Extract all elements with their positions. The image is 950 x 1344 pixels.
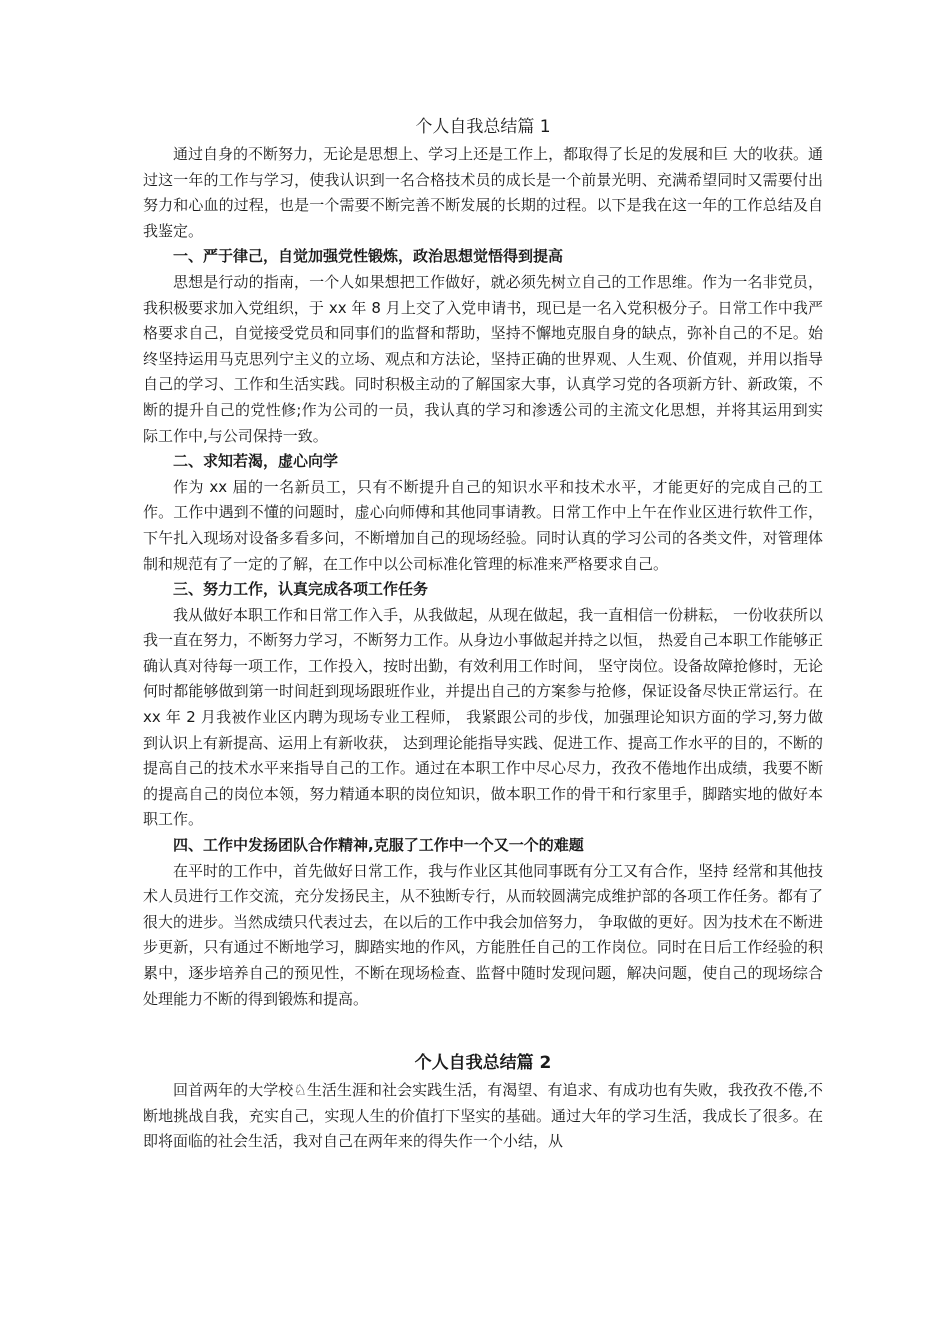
section2-intro: 回首两年的大学校♘生活生涯和社会实践生活，有渴望、有追求、有成功也有失败，我孜孜不倦,不断地挑战自我，充实自己，实现人生的价值打下坚实的基础。通过大年的学习生活，我成长了很多。在即将面临的社会生活，我对自己在两年来的得失作一个小结，从 xyxy=(143,1081,823,1151)
section1-intro: 通过自身的不断努力，无论是思想上、学习上还是工作上，都取得了长足的发展和巨 大的收获。通过这一年的工作与学习，使我认识到一名合格技术员的成长是一个前景光明、充满希望同时又需要付出努力和心血的过程，也是一个需要不断完善不断发展的长期的过程。以下是我在这一年的工作总结及自我鉴定。 xyxy=(143,145,823,240)
document-page xyxy=(143,112,823,1155)
section2-title: 个人自我总结篇 2 xyxy=(414,1053,552,1074)
section1-heading2: 二、求知若渴，虚心向学 xyxy=(173,452,339,471)
section1-para1: 思想是行动的指南，一个人如果想把工作做好，就必须先树立自己的工作思维。作为一名非党员，我积极要求加入党组织，于 xx 年 8 月上交了入党申请书，现已是一名入党积极分子。日常工作中我严格要求自己，自觉接受党员和同事们的监督和帮助，坚持不懈地克服自身的缺点，弥补自己的不足。始终坚持运用马克思列宁主义的立场、观点和方法论，坚持正确的世界观、人生观、价值观，并用以指导自己的学习、工作和生活实践。同时积极主动的了解国家大事，认真学习党的各项新方针、新政策，不断的提升自己的党性修;作为公司的一员，我认真的学习和渗透公司的主流文化思想，并将其运用到实际工作中,与公司保持一致。 xyxy=(143,272,823,445)
section1-para3: 我从做好本职工作和日常工作入手，从我做起，从现在做起，我一直相信一份耕耘， 一份收获所以我一直在努力，不断努力学习，不断努力工作。从身边小事做起并持之以恒， 热爱自己本职工作能够正确认真对待每一项工作，工作投入，按时出勤，有效利用工作时间， 坚守岗位。设备故障抢修时，无论何时都能够做到第一时间赶到现场跟班作业，并提出自己的方案参与抢修，保证设备尽快正常运行。在 xx 年 2 月我被作业区内聘为现场专业工程师， 我紧跟公司的步伐，加强理论知识方面的学习,努力做到认识上有新提高、运用上有新收获， 达到理论能指导实践、促进工作、提高工作水平的目的，不断的提高自己的技术水平来指导自己的工作。通过在本职工作中尽心尽力，孜孜不倦地作出成绩，我要不断的提高自己的岗位本领，努力精通本职的岗位知识，做本职工作的骨干和行家里手，脚踏实地的做好本职工作。 xyxy=(143,605,823,829)
section1-title: 个人自我总结篇 1 xyxy=(415,117,551,137)
section1-heading3: 三、努力工作，认真完成各项工作任务 xyxy=(173,580,429,599)
section1-para4: 在平时的工作中，首先做好日常工作，我与作业区其他同事既有分工又有合作，坚持 经常和其他技术人员进行工作交流，充分发扬民主，从不独断专行，从而较圆满完成维护部的各项工作任务。都有了很大的进步。当然成绩只代表过去，在以后的工作中我会加倍努力， 争取做的更好。因为技术在不断进步更新，只有通过不断地学习，脚踏实地的作风，方能胜任自己的工作岗位。同时在日后工作经验的积累中，逐步培养自己的预见性，不断在现场检查、监督中随时发现问题，解决问题，使自己的现场综合处理能力不断的得到锻炼和提高。 xyxy=(143,861,823,1008)
section1-heading1: 一、严于律己，自觉加强党性锻炼，政治思想觉悟得到提高 xyxy=(173,247,564,266)
section1-heading4: 四、工作中发扬团队合作精神,克服了工作中一个又一个的难题 xyxy=(173,836,584,855)
section1-para2: 作为 xx 届的一名新员工，只有不断提升自己的知识水平和技术水平，才能更好的完成自己的工作。工作中遇到不懂的问题时，虚心向师傅和其他同事请教。日常工作中上午在作业区进行软件工作，下午扎入现场对设备多看多问，不断增加自己的现场经验。同时认真的学习公司的各类文件，对管理体制和规范有了一定的了解，在工作中以公司标准化管理的标准来严格要求自己。 xyxy=(143,477,823,573)
